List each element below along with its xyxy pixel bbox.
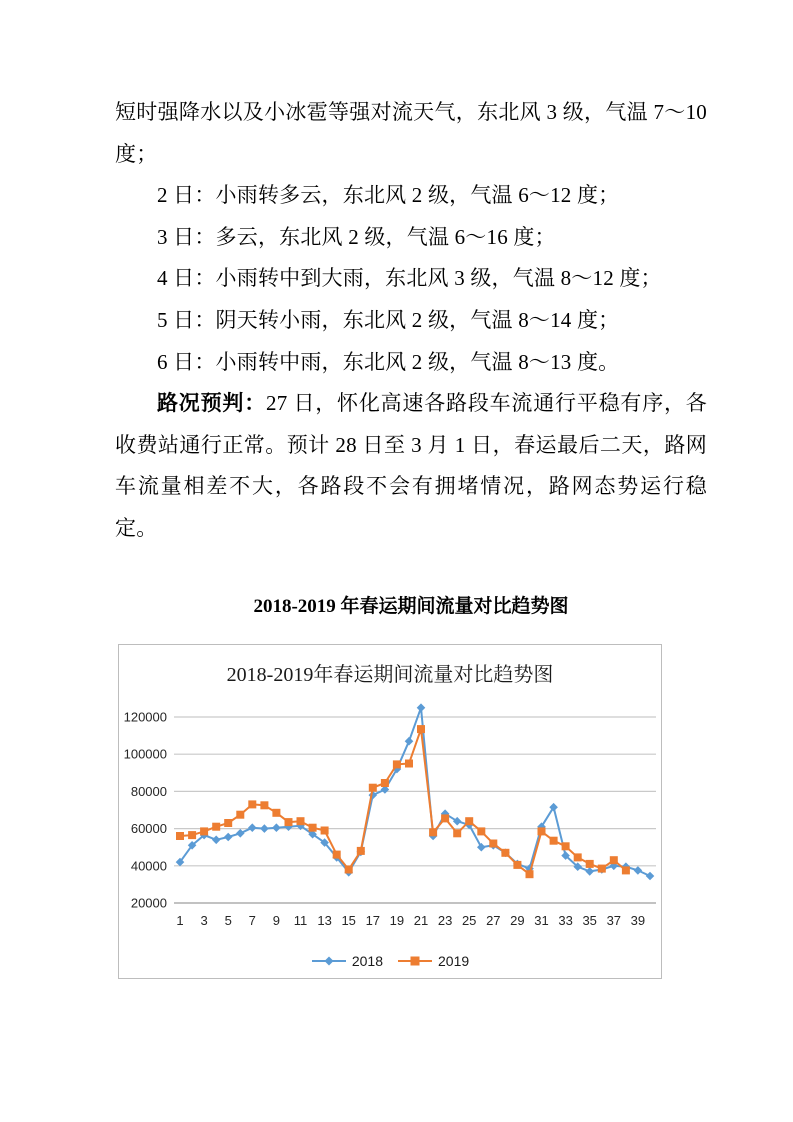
data-point-marker-2019 <box>586 859 594 867</box>
data-point-marker-2019 <box>357 846 365 854</box>
legend-marker-2018-icon <box>311 955 347 967</box>
day-forecast-line-4: 4 日：小雨转中到大雨，东北风 3 级，气温 8～12 度； <box>157 266 662 291</box>
data-point-marker-2019 <box>297 817 305 825</box>
data-point-marker-2019 <box>610 856 618 864</box>
chart-legend <box>119 953 661 969</box>
chart-object <box>118 644 662 979</box>
data-point-marker-2018 <box>417 703 426 712</box>
data-point-marker-2018 <box>212 835 221 844</box>
x-axis-label: 31 <box>534 912 549 928</box>
legend-item-2018 <box>311 953 383 969</box>
data-point-marker-2018 <box>224 832 233 841</box>
x-axis-label: 39 <box>630 912 646 928</box>
data-point-marker-2019 <box>200 827 208 835</box>
legend-marker-2019-icon <box>397 955 433 967</box>
x-axis-label: 37 <box>606 912 622 928</box>
data-point-marker-2019 <box>574 853 582 861</box>
data-point-marker-2019 <box>417 725 425 733</box>
chart-heading: 2018-2019 年春运期间流量对比趋势图 <box>253 595 569 617</box>
data-point-marker-2018 <box>405 736 414 745</box>
data-point-marker-2018 <box>260 824 269 833</box>
line-chart-plot <box>119 645 663 980</box>
data-point-marker-2019 <box>429 828 437 836</box>
data-point-marker-2019 <box>501 848 509 856</box>
data-point-marker-2018 <box>272 823 281 832</box>
data-point-marker-2018 <box>634 866 643 875</box>
data-point-marker-2019 <box>465 817 473 825</box>
x-axis-label: 27 <box>486 912 501 928</box>
day-forecast-line-6: 6 日：小雨转中雨，东北风 2 级，气温 8～13 度。 <box>157 349 620 374</box>
data-point-marker-2019 <box>224 819 232 827</box>
road-forecast-text: 27 日，怀化高速各路段车流通行平稳有序，各收费站通行正常。预计 28 日至 3 月 1 日，春运最后二天，路网车流量相差不大，各路段不会有拥堵情况，路网态势运行稳定。 <box>115 391 708 540</box>
data-point-marker-2019 <box>309 823 317 831</box>
data-point-marker-2018 <box>236 828 245 837</box>
x-axis-label: 5 <box>224 912 232 928</box>
data-point-marker-2019 <box>369 783 377 791</box>
chart-title: 2018-2019年春运期间流量对比趋势图 <box>226 663 554 686</box>
y-axis-label: 80000 <box>130 783 167 799</box>
data-point-marker-2019 <box>622 866 630 874</box>
weather-intro-paragraph: 短时强降水以及小冰雹等强对流天气，东北风 3 级，气温 7～10 度； <box>115 100 707 166</box>
x-axis-label: 9 <box>272 912 281 928</box>
data-point-marker-2019 <box>212 822 220 830</box>
series-line-2019 <box>180 729 626 874</box>
legend-item-2019 <box>397 953 469 969</box>
data-point-marker-2019 <box>526 870 534 878</box>
data-point-marker-2019 <box>272 808 280 816</box>
x-axis-label: 25 <box>461 912 477 928</box>
data-point-marker-2019 <box>405 759 413 767</box>
x-axis-label: 21 <box>413 912 429 928</box>
y-axis-label: 100000 <box>123 746 167 762</box>
day-forecast-line-3: 3 日：多云，东北风 2 级，气温 6～16 度； <box>157 224 556 249</box>
y-axis-label: 120000 <box>123 709 167 725</box>
data-point-marker-2019 <box>550 836 558 844</box>
legend-label-2018: 2018 <box>351 952 383 969</box>
y-axis-label: 20000 <box>130 895 167 911</box>
data-point-marker-2019 <box>345 865 353 873</box>
legend-label-2019: 2019 <box>438 952 470 969</box>
data-point-marker-2019 <box>453 829 461 837</box>
day-forecast-line-5: 5 日：阴天转小雨，东北风 2 级，气温 8～14 度； <box>157 307 620 332</box>
x-axis-label: 11 <box>293 912 308 928</box>
data-point-marker-2019 <box>381 779 389 787</box>
x-axis-label: 1 <box>176 912 184 928</box>
data-point-marker-2019 <box>513 860 521 868</box>
data-point-marker-2019 <box>393 760 401 768</box>
x-axis-label: 7 <box>248 912 256 928</box>
data-point-marker-2019 <box>285 818 293 826</box>
x-axis-label: 17 <box>365 912 381 928</box>
data-point-marker-2019 <box>598 864 606 872</box>
data-point-marker-2018 <box>477 842 486 851</box>
x-axis-label: 33 <box>558 912 573 928</box>
data-point-marker-2019 <box>321 826 329 834</box>
x-axis-label: 3 <box>200 912 208 928</box>
road-forecast-paragraph <box>115 383 707 549</box>
data-point-marker-2019 <box>441 814 449 822</box>
data-point-marker-2018 <box>248 823 257 832</box>
data-point-marker-2019 <box>562 842 570 850</box>
data-point-marker-2019 <box>477 827 485 835</box>
x-axis-label: 15 <box>341 912 356 928</box>
data-point-marker-2019 <box>236 810 244 818</box>
data-point-marker-2019 <box>188 831 196 839</box>
data-point-marker-2019 <box>248 800 256 808</box>
data-point-marker-2019 <box>538 827 546 835</box>
road-forecast-label: 路况预判： <box>157 391 266 416</box>
x-axis-label: 29 <box>510 912 525 928</box>
data-point-marker-2019 <box>176 832 184 840</box>
x-axis-label: 13 <box>317 912 332 928</box>
data-point-marker-2019 <box>260 801 268 809</box>
x-axis-label: 35 <box>582 912 597 928</box>
data-point-marker-2018 <box>585 867 594 876</box>
y-axis-label: 40000 <box>130 857 167 873</box>
day-forecast-line-2: 2 日：小雨转多云，东北风 2 级，气温 6～12 度； <box>157 183 620 208</box>
x-axis-label: 23 <box>437 912 453 928</box>
data-point-marker-2019 <box>489 839 497 847</box>
x-axis-label: 19 <box>389 912 405 928</box>
data-point-marker-2018 <box>646 871 655 880</box>
y-axis-label: 60000 <box>130 820 167 836</box>
data-point-marker-2019 <box>333 850 341 858</box>
